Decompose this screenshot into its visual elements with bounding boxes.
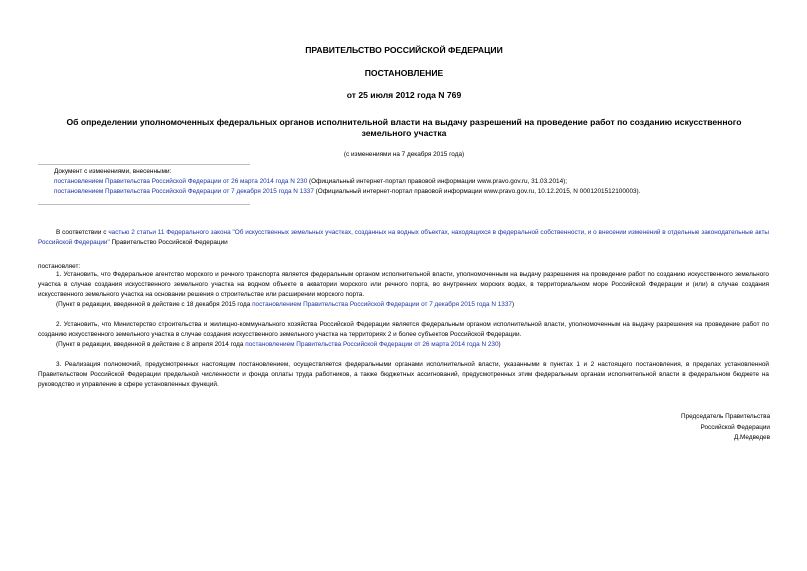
document-type-heading: ПОСТАНОВЛЕНИЕ (364, 68, 444, 78)
signature-title-line-2: Российской Федерации (700, 423, 770, 431)
item-1-note-link[interactable]: постановлением Правительства Российской Федерации от 7 декабря 2015 года N 1337 (252, 301, 512, 308)
preamble-text-start: В соответствии с (56, 229, 109, 236)
item-1-note-text: (Пункт в редакции, введенной в действие с 18 декабря 2015 года (56, 301, 253, 308)
item-1-edit-note (56, 300, 514, 310)
federal-law-link[interactable]: частью 2 статьи 11 Федерального закона "Об искусственных земельных участках, созданных на водных объектах, находящихся в федеральной собственности, и о внесении изменений в отдельные законодательные акты Российской Федерации" (38, 229, 770, 246)
item-2-note-text: (Пункт в редакции, введенной в действие с 8 апреля 2014 года (56, 341, 246, 348)
amendments-intro: Документ с изменениями, внесенными: (54, 168, 172, 175)
changes-note: (с изменениями на 7 декабря 2015 года) (343, 151, 465, 158)
document-title-line-1: Об определении уполномоченных федеральных органов исполнительной власти на выдачу разрешений на проведение работ по созданию искусственного (66, 117, 742, 127)
item-2-note-link[interactable]: постановлением Правительства Российской Федерации от 26 марта 2014 года N 230 (245, 341, 499, 348)
government-heading: ПРАВИТЕЛЬСТВО РОССИЙСКОЙ ФЕДЕРАЦИИ (305, 45, 503, 55)
item-1-paragraph: 1. Установить, что Федеральное агентство морского и речного транспорта является федеральным органом исполнительной власти, уполномоченным на выдачу разрешения на проведение работ по созданию искусственного земельного участка в случае создания искусственного земельного участка на водном объекте в акватории морского или речного порта, во внутренних морских водах, в территориальном море Российской Федерации и (или) в случае создания искусственного земельного участка на основании решения о строительстве или расширении морского порта. (38, 271, 769, 298)
document-title-line-2: земельного участка (361, 128, 447, 138)
item-2-note-end: ) (498, 341, 501, 348)
document-title (58, 117, 750, 139)
document-date-number: от 25 июля 2012 года N 769 (346, 90, 462, 100)
amendment-link-1[interactable]: постановлением Правительства Российской Федерации от 26 марта 2014 года N 230 (54, 177, 308, 185)
signature-block (570, 412, 770, 444)
item-1-note-end: ) (511, 301, 515, 308)
decrees-label: постановляет: (38, 263, 81, 270)
amendment-source-1: (Официальный интернет-портал правовой информации www.pravo.gov.ru, 31.03.2014); (307, 177, 568, 185)
item-2-edit-note (56, 340, 501, 350)
preamble-text-end: Правительство Российской Федерации (109, 238, 228, 246)
divider-top (38, 164, 250, 165)
item-3-paragraph: 3. Реализация полномочий, предусмотренных настоящим постановлением, осуществляется федеральными органами исполнительной власти, указанными в пунктах 1 и 2 настоящего постановления, в пределах установленной Правительством Российской Федерации предельной численности и фонда оплаты труда работников, а также бюджетных ассигнований, предусмотренных этим федеральным органам исполнительной власти в федеральном бюджете на руководство и управление в сфере установленных функций. (38, 361, 769, 388)
signature-title-line-1: Председатель Правительства (681, 413, 770, 420)
preamble-paragraph (38, 228, 769, 248)
amendments-block (54, 167, 769, 196)
amendment-link-2[interactable]: постановлением Правительства Российской Федерации от 7 декабря 2015 года N 1337 (54, 187, 314, 195)
amendment-source-2: (Официальный интернет-портал правовой информации www.pravo.gov.ru, 10.12.2015, N 0001201512100003). (313, 187, 641, 195)
divider-bottom (38, 204, 250, 205)
amendment-item (54, 177, 769, 187)
signature-name: Д.Медведев (733, 434, 770, 441)
item-2-paragraph: 2. Установить, что Министерство строительства и жилищно-коммунального хозяйства Российской Федерации является федеральным органом исполнительной власти, уполномоченным на выдачу разрешения на проведение работ по созданию искусственного земельного участка в случае создания искусственного земельного участка на территориях 2 и более субъектов Российской Федерации. (38, 321, 769, 338)
amendment-item (54, 187, 769, 197)
